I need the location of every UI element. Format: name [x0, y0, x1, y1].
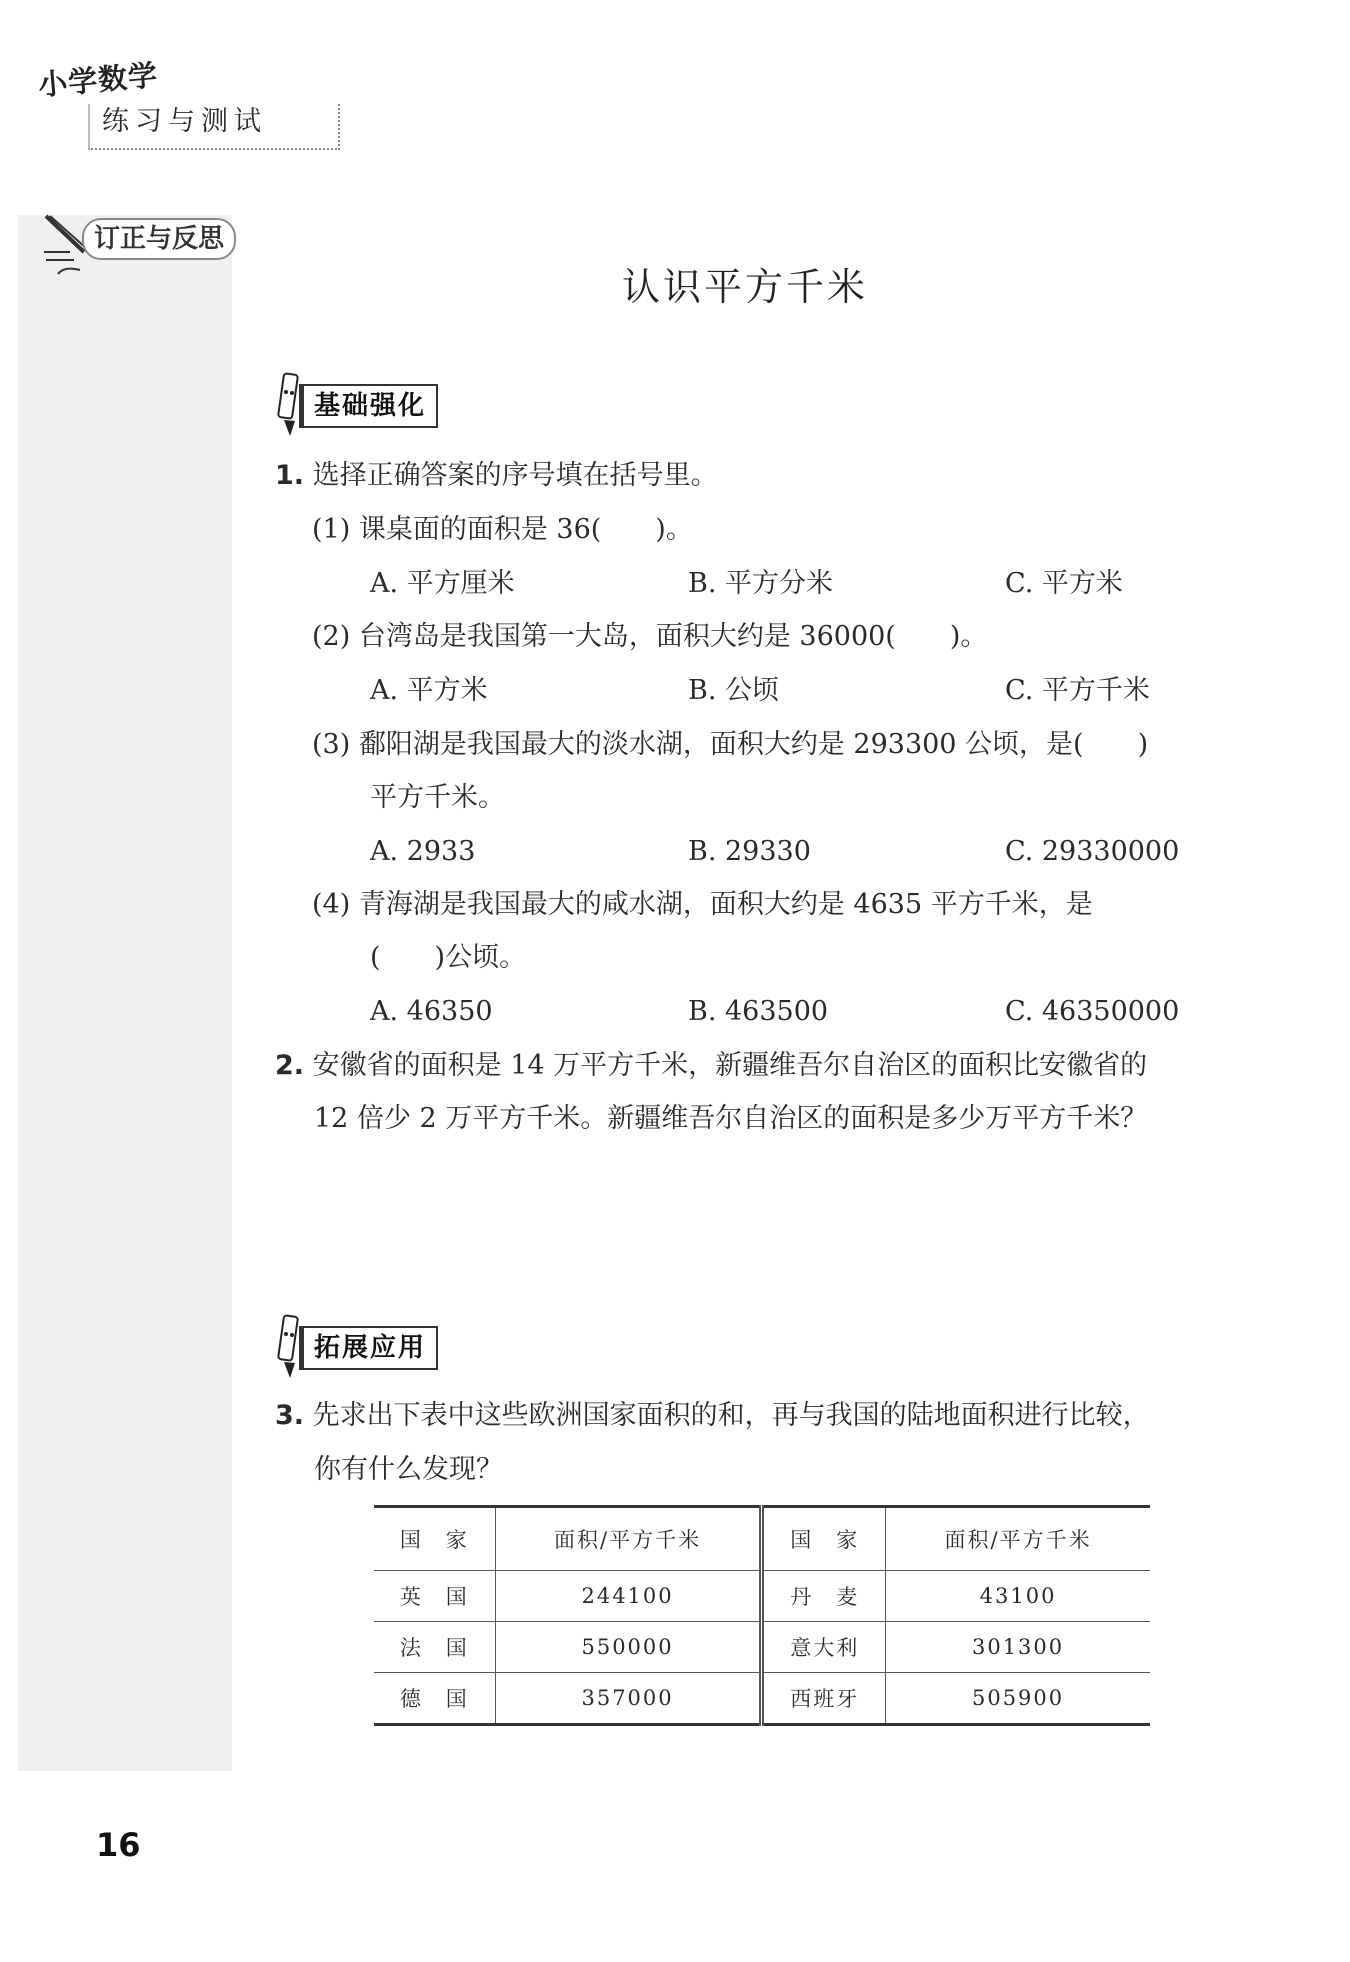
q1-sub3-option-c: C. 29330000	[1005, 836, 1180, 867]
q1-sub1-option-b: B. 平方分米	[688, 568, 834, 599]
table-row	[374, 1622, 1150, 1673]
section-extend-label: 拓展应用	[299, 1326, 438, 1370]
table-cell: 意大利	[762, 1622, 886, 1673]
series-subtitle: 练习与测试	[88, 104, 340, 150]
q2-number: 2.	[275, 1050, 305, 1081]
q1-sub3-continuation: 平方千米。	[370, 782, 505, 813]
q1-sub2-option-b: B. 公顷	[688, 675, 780, 706]
section-extend	[275, 1310, 455, 1372]
q1-sub2-option-c: C. 平方千米	[1005, 675, 1150, 706]
q2-line2: 12 倍少 2 万平方千米。新疆维吾尔自治区的面积是多少万平方千米？	[314, 1103, 1148, 1134]
table-cell: 英 国	[374, 1571, 495, 1622]
area-table	[374, 1505, 1150, 1726]
q1-number: 1.	[275, 460, 305, 491]
q3-number: 3.	[275, 1400, 305, 1431]
section-basic	[275, 368, 455, 430]
page-number: 16	[96, 1826, 141, 1864]
table-cell: 357000	[495, 1673, 762, 1725]
q1-sub3: (3) 鄱阳湖是我国最大的淡水湖，面积大约是 293300 公顷，是( )	[312, 729, 1149, 760]
table-cell: 550000	[495, 1622, 762, 1673]
table-cell: 244100	[495, 1571, 762, 1622]
correction-tab	[40, 212, 235, 260]
table-cell: 505900	[886, 1673, 1150, 1725]
q1-sub2: (2) 台湾岛是我国第一大岛，面积大约是 36000( )。	[312, 621, 988, 652]
table-cell: 法 国	[374, 1622, 495, 1673]
page-title: 认识平方千米	[621, 265, 868, 309]
q1-sub4-option-b: B. 463500	[688, 996, 829, 1027]
q1-stem	[275, 458, 718, 494]
table-row	[374, 1571, 1150, 1622]
table-cell: 德 国	[374, 1673, 495, 1725]
q1-sub4-continuation: ( )公顷。	[370, 942, 527, 973]
correction-label: 订正与反思	[82, 218, 236, 260]
table-header: 面积/平方千米	[495, 1507, 762, 1571]
q1-sub4-option-a: A. 46350	[370, 996, 493, 1027]
table-cell: 43100	[886, 1571, 1150, 1622]
table-header: 面积/平方千米	[886, 1507, 1150, 1571]
table-cell: 西班牙	[762, 1673, 886, 1725]
q1-sub1: (1) 课桌面的面积是 36( )。	[312, 514, 693, 545]
q1-sub2-option-a: A. 平方米	[370, 675, 488, 706]
q3-line2: 你有什么发现？	[314, 1454, 503, 1485]
q1-sub4: (4) 青海湖是我国最大的咸水湖，面积大约是 4635 平方千米，是	[312, 889, 1093, 920]
q1-sub3-option-b: B. 29330	[688, 836, 811, 867]
table-cell: 丹 麦	[762, 1571, 886, 1622]
q1-text: 选择正确答案的序号填在括号里。	[312, 460, 718, 491]
table-header: 国 家	[762, 1507, 886, 1571]
q2-text-1: 安徽省的面积是 14 万平方千米，新疆维吾尔自治区的面积比安徽省的	[312, 1050, 1148, 1081]
q1-sub3-option-a: A. 2933	[370, 836, 476, 867]
q3-line1	[275, 1398, 1150, 1434]
section-basic-label: 基础强化	[299, 384, 438, 428]
table-row	[374, 1673, 1150, 1725]
table-cell: 301300	[886, 1622, 1150, 1673]
correction-sidebar	[18, 215, 232, 1771]
q2-line1	[275, 1048, 1147, 1084]
table-header: 国 家	[374, 1507, 495, 1571]
q1-sub1-option-c: C. 平方米	[1005, 568, 1123, 599]
q1-sub4-option-c: C. 46350000	[1005, 996, 1180, 1027]
series-title: 小学数学	[36, 57, 160, 103]
q3-text-1: 先求出下表中这些欧洲国家面积的和，再与我国的陆地面积进行比较，	[312, 1400, 1150, 1431]
table-header-row	[374, 1507, 1150, 1571]
q1-sub1-option-a: A. 平方厘米	[370, 568, 515, 599]
